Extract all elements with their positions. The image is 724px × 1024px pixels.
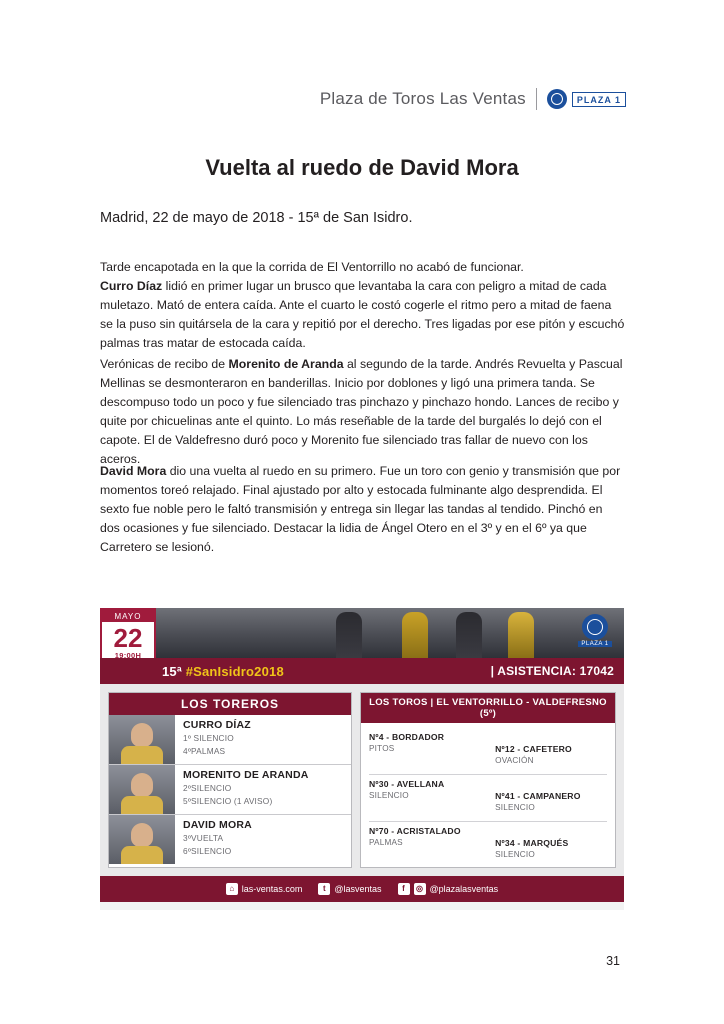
- brand-badge: [547, 89, 626, 109]
- photo-figure: [402, 612, 428, 658]
- instagram-icon: ◎: [414, 883, 426, 895]
- poster-body: [100, 684, 624, 876]
- bull-result: OVACIÓN: [495, 756, 534, 765]
- attendance-label: | ASISTENCIA: 17042: [490, 664, 614, 678]
- bull-entry: [369, 779, 481, 816]
- poster-info-bar: [100, 658, 624, 684]
- bull-entry: [481, 732, 607, 769]
- face-shape: [131, 723, 153, 747]
- twitter-icon: t: [318, 883, 330, 895]
- bulls-header: LOS TOROS | EL VENTORRILLO - VALDEFRESNO (5º): [361, 693, 615, 723]
- bull-result: SILENCIO: [495, 803, 535, 812]
- date-badge: [100, 608, 156, 658]
- torero-result-2: 5ºSILENCIO (1 AVISO): [183, 796, 273, 807]
- twitter-label: @lasventas: [334, 884, 382, 894]
- bull-name: Nº70 - ACRISTALADO: [369, 826, 461, 836]
- brand-header: [320, 88, 626, 110]
- suit-shape: [121, 846, 163, 864]
- bull-spacer: [495, 732, 607, 744]
- date-month: MAYO: [102, 610, 154, 622]
- photo-figure: [336, 612, 362, 658]
- bull-name: Nº34 - MARQUÉS: [495, 838, 569, 848]
- poster-footer: [100, 876, 624, 902]
- suit-shape: [121, 796, 163, 814]
- page-title: Vuelta al ruedo de David Mora: [205, 155, 519, 180]
- bull-result: PALMAS: [369, 838, 403, 847]
- home-icon: ⌂: [226, 883, 238, 895]
- bull-result: SILENCIO: [369, 791, 409, 800]
- photo-figure: [456, 612, 482, 658]
- paragraph-2-lead: Morenito de Aranda: [228, 357, 344, 371]
- torero-name: CURRO DÍAZ: [183, 719, 251, 731]
- torero-photo: [109, 815, 175, 864]
- bull-name: Nº41 - CAMPANERO: [495, 791, 581, 801]
- bull-result: SILENCIO: [495, 850, 535, 859]
- torero-result-1: 3ºVUELTA: [183, 833, 224, 843]
- paragraph-1-line-1: Tarde encapotada en la que la corrida de El Ventorrillo no acabó de funcionar.: [100, 260, 524, 274]
- torero-photo: [109, 715, 175, 764]
- bull-entry: [369, 826, 481, 864]
- photo-figure: [508, 612, 534, 658]
- face-shape: [131, 773, 153, 797]
- poster-photo: [156, 608, 624, 658]
- article-subtitle: Madrid, 22 de mayo de 2018 - 15ª de San Isidro.: [100, 210, 413, 226]
- torero-result-1: 2ºSILENCIO: [183, 783, 232, 793]
- torero-result-2: 6ºSILENCIO: [183, 846, 232, 857]
- paragraph-1-lead: Curro Díaz: [100, 279, 163, 294]
- torero-info: [175, 715, 351, 764]
- bull-spacer: [495, 826, 607, 838]
- page-number: 31: [606, 954, 620, 968]
- bull-name: Nº12 - CAFETERO: [495, 744, 572, 754]
- bull-spacer: [495, 779, 607, 791]
- torero-name: MORENITO DE ARANDA: [183, 769, 309, 781]
- bulls-panel: [360, 692, 616, 868]
- paragraph-2-start: Verónicas de recibo de: [100, 357, 229, 371]
- brand-badge-label: PLAZA 1: [572, 92, 626, 107]
- instagram-link[interactable]: [398, 883, 499, 895]
- date-hour: 19:00H: [114, 651, 142, 658]
- bull-name: Nº30 - AVELLANA: [369, 779, 445, 789]
- torero-row: [109, 815, 351, 864]
- website-label: las-ventas.com: [241, 884, 303, 894]
- seal-circle-icon: [582, 614, 608, 640]
- bull-entry: [481, 779, 607, 816]
- poster-seal-icon: [578, 614, 612, 648]
- brand-title: Plaza de Toros Las Ventas: [319, 89, 526, 108]
- torero-result-2: 4ºPALMAS: [183, 746, 226, 757]
- paragraph-3-body: dio una vuelta al ruedo en su primero. Fue un toro con genio y transmisión que por momentos toreó relajado. Final ajustado por alto y estocada fulminante algo desprendida. El sexto fue noble pero le faltó transmisión y entrega sin llegar las tandas al tendido. Pinchó en dos ocasiones y fue silenciado. Destacar la lidia de Ángel Otero en el 3º y en el 6º ya que Carretero se lesionó.: [100, 464, 621, 555]
- torero-info: [175, 765, 351, 814]
- paragraph-3-lead: David Mora: [100, 464, 167, 478]
- bull-result: PITOS: [369, 744, 395, 753]
- brand-separator: [536, 88, 537, 110]
- website-link[interactable]: [226, 883, 303, 895]
- poster-photo-strip: [100, 608, 624, 658]
- date-day: 22: [113, 623, 143, 653]
- poster-hashtag: [162, 664, 284, 679]
- result-poster: [100, 608, 624, 910]
- poster-seal-label: PLAZA 1: [578, 641, 612, 647]
- torero-row: [109, 765, 351, 815]
- seal-icon: [547, 89, 567, 109]
- bull-entry: [369, 732, 481, 769]
- torero-result-1: 1º SILENCIO: [183, 733, 234, 743]
- paragraph-3: [100, 462, 625, 557]
- torero-row: [109, 715, 351, 765]
- bull-entry: [481, 826, 607, 864]
- paragraph-2: [100, 355, 625, 469]
- paragraph-1-body: lidió en primer lugar un brusco que levantaba la cara con peligro a mitad de cada muletazo. Mató de entera caída. Ante el cuarto le costó cogerle el ritmo pero a mitad de faena se la puso sin quitársela de la cara y repitió por el derecho. Tres ligadas por ese pitón y escuchó palmas tras matar de estocada caída.: [100, 279, 625, 351]
- torero-photo: [109, 765, 175, 814]
- torero-name: DAVID MORA: [183, 819, 252, 831]
- facebook-icon: f: [398, 883, 410, 895]
- bull-row: [369, 728, 607, 775]
- suit-shape: [121, 746, 163, 764]
- instagram-label: @plazalasventas: [429, 884, 499, 894]
- bull-name: Nº4 - BORDADOR: [369, 732, 445, 742]
- toreros-panel: [108, 692, 352, 868]
- paragraph-2-body: al segundo de la tarde. Andrés Revuelta y Pascual Mellinas se desmonteraron en banderillas. Inicio por doblones y ligó una primera tanda. Se descompuso todo un poco y fue silenciado tras pinchazo y pinchazo hondo. Lances de recibo y quite por chicuelinas ante el quinto. Lo más reseñable de la tarde del burgalés lo dejó con el capote. El de Valdefresno duró poco y Morenito fue silenciado tras fallar de nuevo con los aceros.: [100, 357, 623, 467]
- bull-row: [369, 775, 607, 822]
- bulls-grid: [361, 723, 615, 874]
- paragraph-1: [100, 258, 625, 353]
- toreros-header: LOS TOREROS: [109, 693, 351, 715]
- twitter-link[interactable]: [318, 883, 381, 895]
- bull-row: [369, 822, 607, 869]
- hashtag-label: #SanIsidro2018: [185, 663, 284, 679]
- fair-number: 15ª: [162, 663, 182, 679]
- face-shape: [131, 823, 153, 847]
- torero-info: [175, 815, 351, 864]
